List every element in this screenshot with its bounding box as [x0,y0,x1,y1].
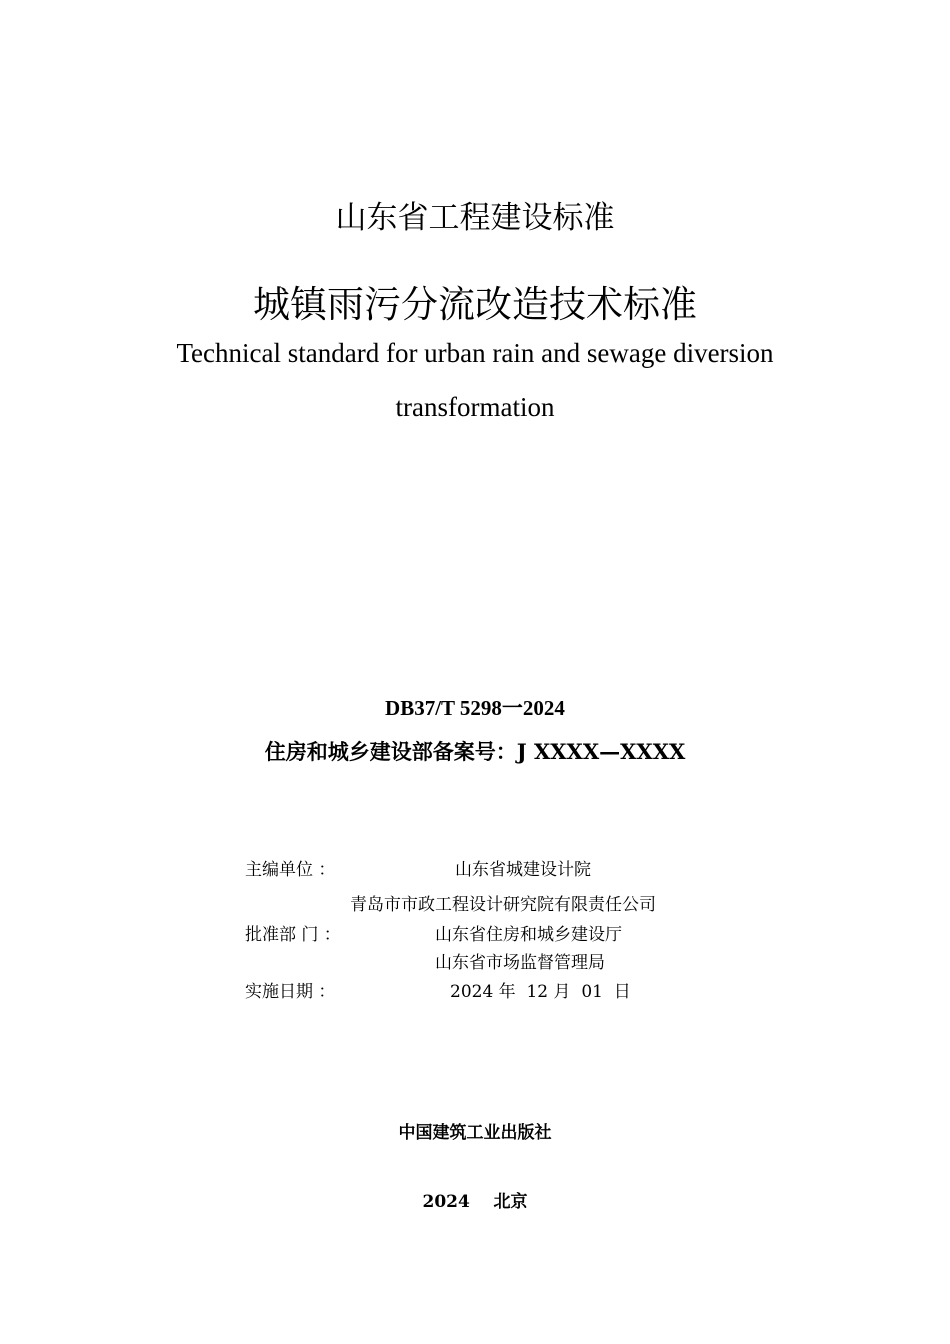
standard-title-chinese: 城镇雨污分流改造技术标准 [253,283,697,326]
chief-editor-label: 主编单位 ： [245,860,336,880]
standard-title-english-line1: Technical standard for urban rain and sewage diversion [176,338,774,368]
chief-editor-unit-1: 山东省城建设计院 [455,860,591,880]
approver-label: 批准部 门 ： [245,925,341,945]
publish-place-year: 2024 北京 [422,1192,528,1212]
effective-date: 2024 年 12 月 01 日 [450,982,631,1002]
standard-series-title: 山东省工程建设标准 [335,200,615,236]
chief-editor-unit-2: 青岛市市政工程设计研究院有限责任公司 [350,895,656,915]
record-number: 住房和城乡建设部备案号：J XXXX—XXXX [264,739,686,764]
standard-number: DB37/T 5298一2024 [385,696,565,720]
approver-dept-2: 山东省市场监督管理局 [435,953,605,973]
publisher: 中国建筑工业出版社 [398,1123,552,1143]
effective-date-label: 实施日期 ： [245,982,336,1002]
approver-dept-1: 山东省住房和城乡建设厅 [435,925,622,945]
standard-title-english-line2: transformation [395,392,555,422]
